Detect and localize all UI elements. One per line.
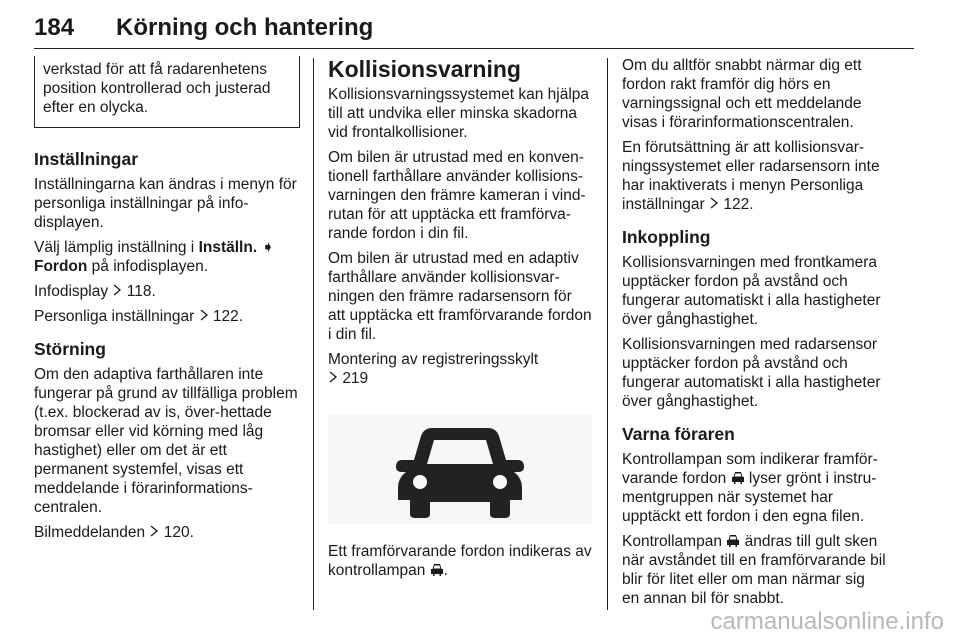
column-divider <box>607 58 608 610</box>
page-reference-arrow-icon <box>709 197 719 209</box>
page-reference-arrow-icon <box>199 309 209 321</box>
note-text: verkstad för att få radarenhetens position kontrollerad och justerad efter en olycka. <box>43 61 271 116</box>
note-box <box>34 56 300 128</box>
car-front-icon <box>726 534 740 548</box>
chapter-title: Körning och hantering <box>116 14 374 41</box>
menu-vehicle: Fordon <box>34 258 88 275</box>
page-header <box>34 8 914 49</box>
settings-text: Inställningarna kan ändras i menyn för personliga inställningar på info-displayen. <box>34 176 297 231</box>
heading-settings: Inställningar <box>34 149 139 169</box>
column-divider <box>313 58 314 610</box>
camera-text: Om bilen är utrustad med en konven-tionell farthållare använder kollisions-varningen den främre kameran i vind-rutan för att upptäcka ett framförva-rande fordon i din fil. <box>328 149 586 242</box>
car-front-icon <box>731 471 745 485</box>
warn-green-text: Kontrollampan som indikerar framför-varande fordon lyser grönt i instru-mentgruppen när systemet har upptäckt ett fordon i den egna filen. <box>622 451 878 525</box>
car-front-icon <box>430 563 444 577</box>
ref-personal-settings[interactable]: Personliga inställningar 122. <box>34 308 244 325</box>
heading-activation: Inkoppling <box>622 227 711 247</box>
page-reference-arrow-icon <box>149 525 159 537</box>
heading-fault: Störning <box>34 339 106 359</box>
column-right <box>622 56 886 614</box>
menu-settings: Inställn. <box>198 239 258 256</box>
page-reference-arrow-icon <box>112 284 122 296</box>
page-reference-arrow-icon <box>328 371 338 383</box>
ref-vehicle-messages[interactable]: Bilmeddelanden 120. <box>34 524 194 541</box>
prerequisite-text: En förutsättning är att kollisionsvar-ningssystemet eller radarsensorn inte har inaktiverats i menyn Personliga inställningar 122. <box>622 139 880 213</box>
heading-collision-warning: Kollisionsvarning <box>328 56 521 82</box>
column-left <box>34 56 300 548</box>
car-front-icon <box>328 414 592 524</box>
watermark: carmanualsonline.info <box>710 608 944 635</box>
radar-text: Om bilen är utrustad med en adaptiv farthållare använder kollisionsvar-ningen den främre radarsensorn för att upptäcka ett framförvarande fordon i din fil. <box>328 250 592 343</box>
fault-text: Om den adaptiva farthållaren inte fungerar på grund av tillfälliga problem (t.ex. blockerad av is, över-hettade bromsar eller vid körning med låg hastighet) eller om det är ett permanent systemfel, visas ett meddelande i förarinformations-centralen. <box>34 366 298 516</box>
activation-camera-text: Kollisionsvarningen med frontkamera upptäcker fordon på avstånd och fungerar automatiskt i alla hastigheter över gånghastighet. <box>622 254 881 328</box>
ref-infodisplay[interactable]: Infodisplay 118. <box>34 283 156 300</box>
ref-license-plate[interactable]: Montering av registreringsskylt 219 <box>328 351 539 387</box>
activation-radar-text: Kollisionsvarningen med radarsensor upptäcker fordon på avstånd och fungerar automatiskt i alla hastigheter över gånghastighet. <box>622 336 881 410</box>
figure-caption: Ett framförvarande fordon indikeras av kontrollampan . <box>328 543 592 579</box>
approach-warning-text: Om du alltför snabbt närmar dig ett fordon rakt framför dig hörs en varningssignal och ett meddelande visas i förarinformationscentralen. <box>622 57 862 131</box>
page-number: 184 <box>34 14 75 41</box>
heading-warn-driver: Varna föraren <box>622 424 735 444</box>
column-middle <box>328 56 592 586</box>
warn-yellow-text: Kontrollampan ändras till gult sken när avståndet till en framförvarande bil blir för litet eller om man närmar sig en annan bil för snabbt. <box>622 533 886 607</box>
settings-path: Välj lämplig inställning i Inställn. ➧ Fordon på infodisplayen. <box>34 239 275 275</box>
menu-arrow-icon: ➧ <box>261 239 275 256</box>
intro-text: Kollisionsvarningssystemet kan hjälpa till att undvika eller minska skadorna vid frontalkollisioner. <box>328 86 590 141</box>
